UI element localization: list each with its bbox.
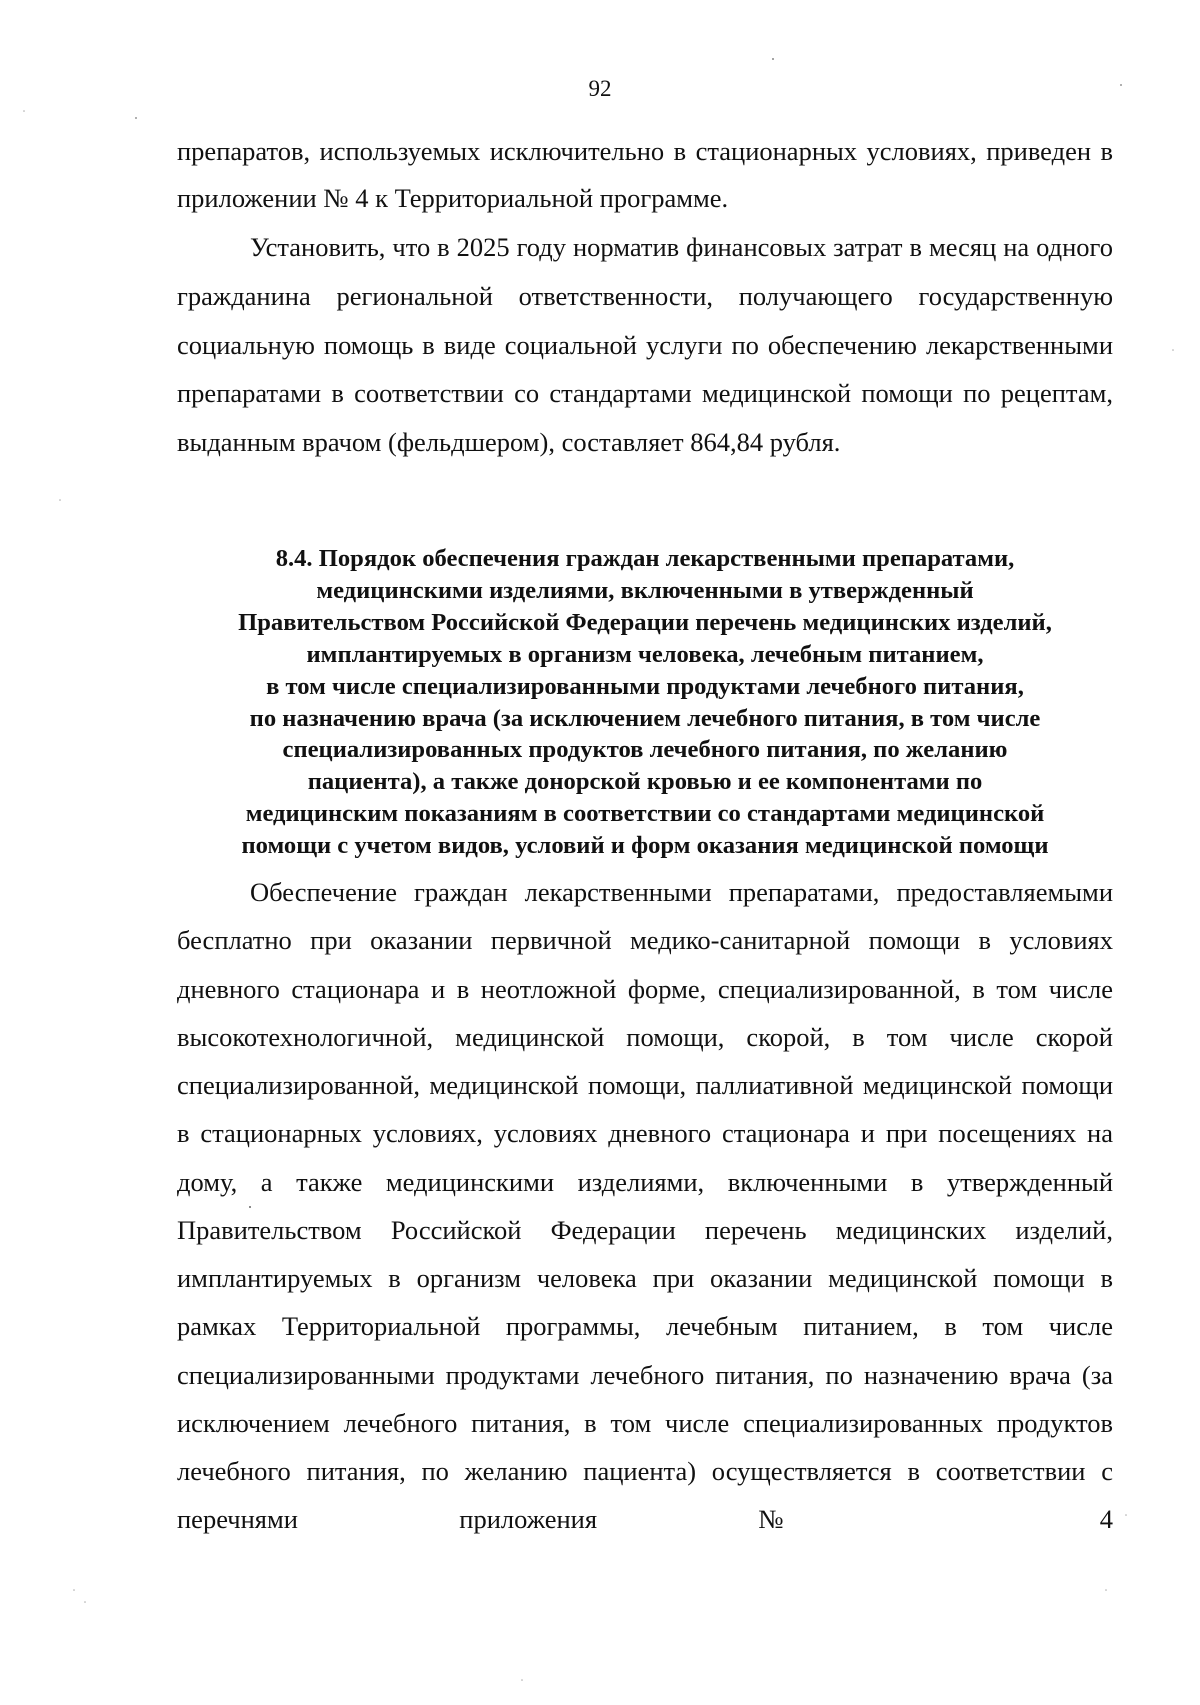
section-heading-8-4 — [168, 543, 1122, 862]
paragraph-continuation: препаратов, используемых исключительно в стационарных условиях, приведен в приложении № 4 к Территориальной программе. — [177, 136, 1113, 213]
heading-line: в том числе специализированными продуктами лечебного питания, — [266, 672, 1024, 700]
heading-line: специализированных продуктов лечебного питания, по желанию — [282, 736, 1008, 764]
heading-line: по назначению врача (за исключением лечебного питания, в том числе — [249, 704, 1041, 732]
heading-line: Правительством Российской Федерации перечень медицинских изделий, — [238, 608, 1052, 636]
paragraph-provision-of-medicines: Обеспечение граждан лекарственными препаратами, предоставляемыми бесплатно при оказании первичной медико-санитарной помощи в условиях дневного стационара и в неотложной форме, специализированной, в том числе высокотехнологичной, медицинской помощи, скорой, в том числе скорой специализированной, медицинской помощи, паллиативной медицинской помощи в стационарных условиях, условиях дневного стационара и при посещениях на дому, а также медицинскими изделиями, включенными в утвержденный Правительством Российской Федерации перечень медицинских изделий, имплантируемых в организм человека при оказании медицинской помощи в рамках Территориальной программы, лечебным питанием, в том числе специализированными продуктами лечебного питания, по назначению врача (за исключением лечебного питания, в том числе специализированных продуктов лечебного питания, по желанию пациента) осуществляется в соответствии с перечнями приложения № 4 — [177, 877, 1113, 1535]
heading-line: пациента), а также донорской кровью и ее компонентами по — [307, 768, 983, 796]
heading-line: помощи с учетом видов, условий и форм оказания медицинской помощи — [241, 832, 1049, 860]
heading-line: 8.4. Порядок обеспечения граждан лекарственными препаратами, — [275, 545, 1015, 572]
page-number: 92 — [588, 76, 612, 101]
heading-line: медицинскими изделиями, включенными в утвержденный — [316, 576, 974, 604]
heading-line: медицинским показаниям в соответствии со стандартами медицинской — [245, 800, 1045, 828]
paragraph-financial-standard: Установить, что в 2025 году норматив финансовых затрат в месяц на одного гражданина региональной ответственности, получающего государственную социальную помощь в виде социальной услуги по обеспечению лекарственными препаратами в соответствии со стандартами медицинской помощи по рецептам, выданным врачом (фельдшером), составляет 864,84 рубля. — [177, 232, 1113, 458]
heading-line: имплантируемых в организм человека, лечебным питанием, — [306, 640, 984, 668]
